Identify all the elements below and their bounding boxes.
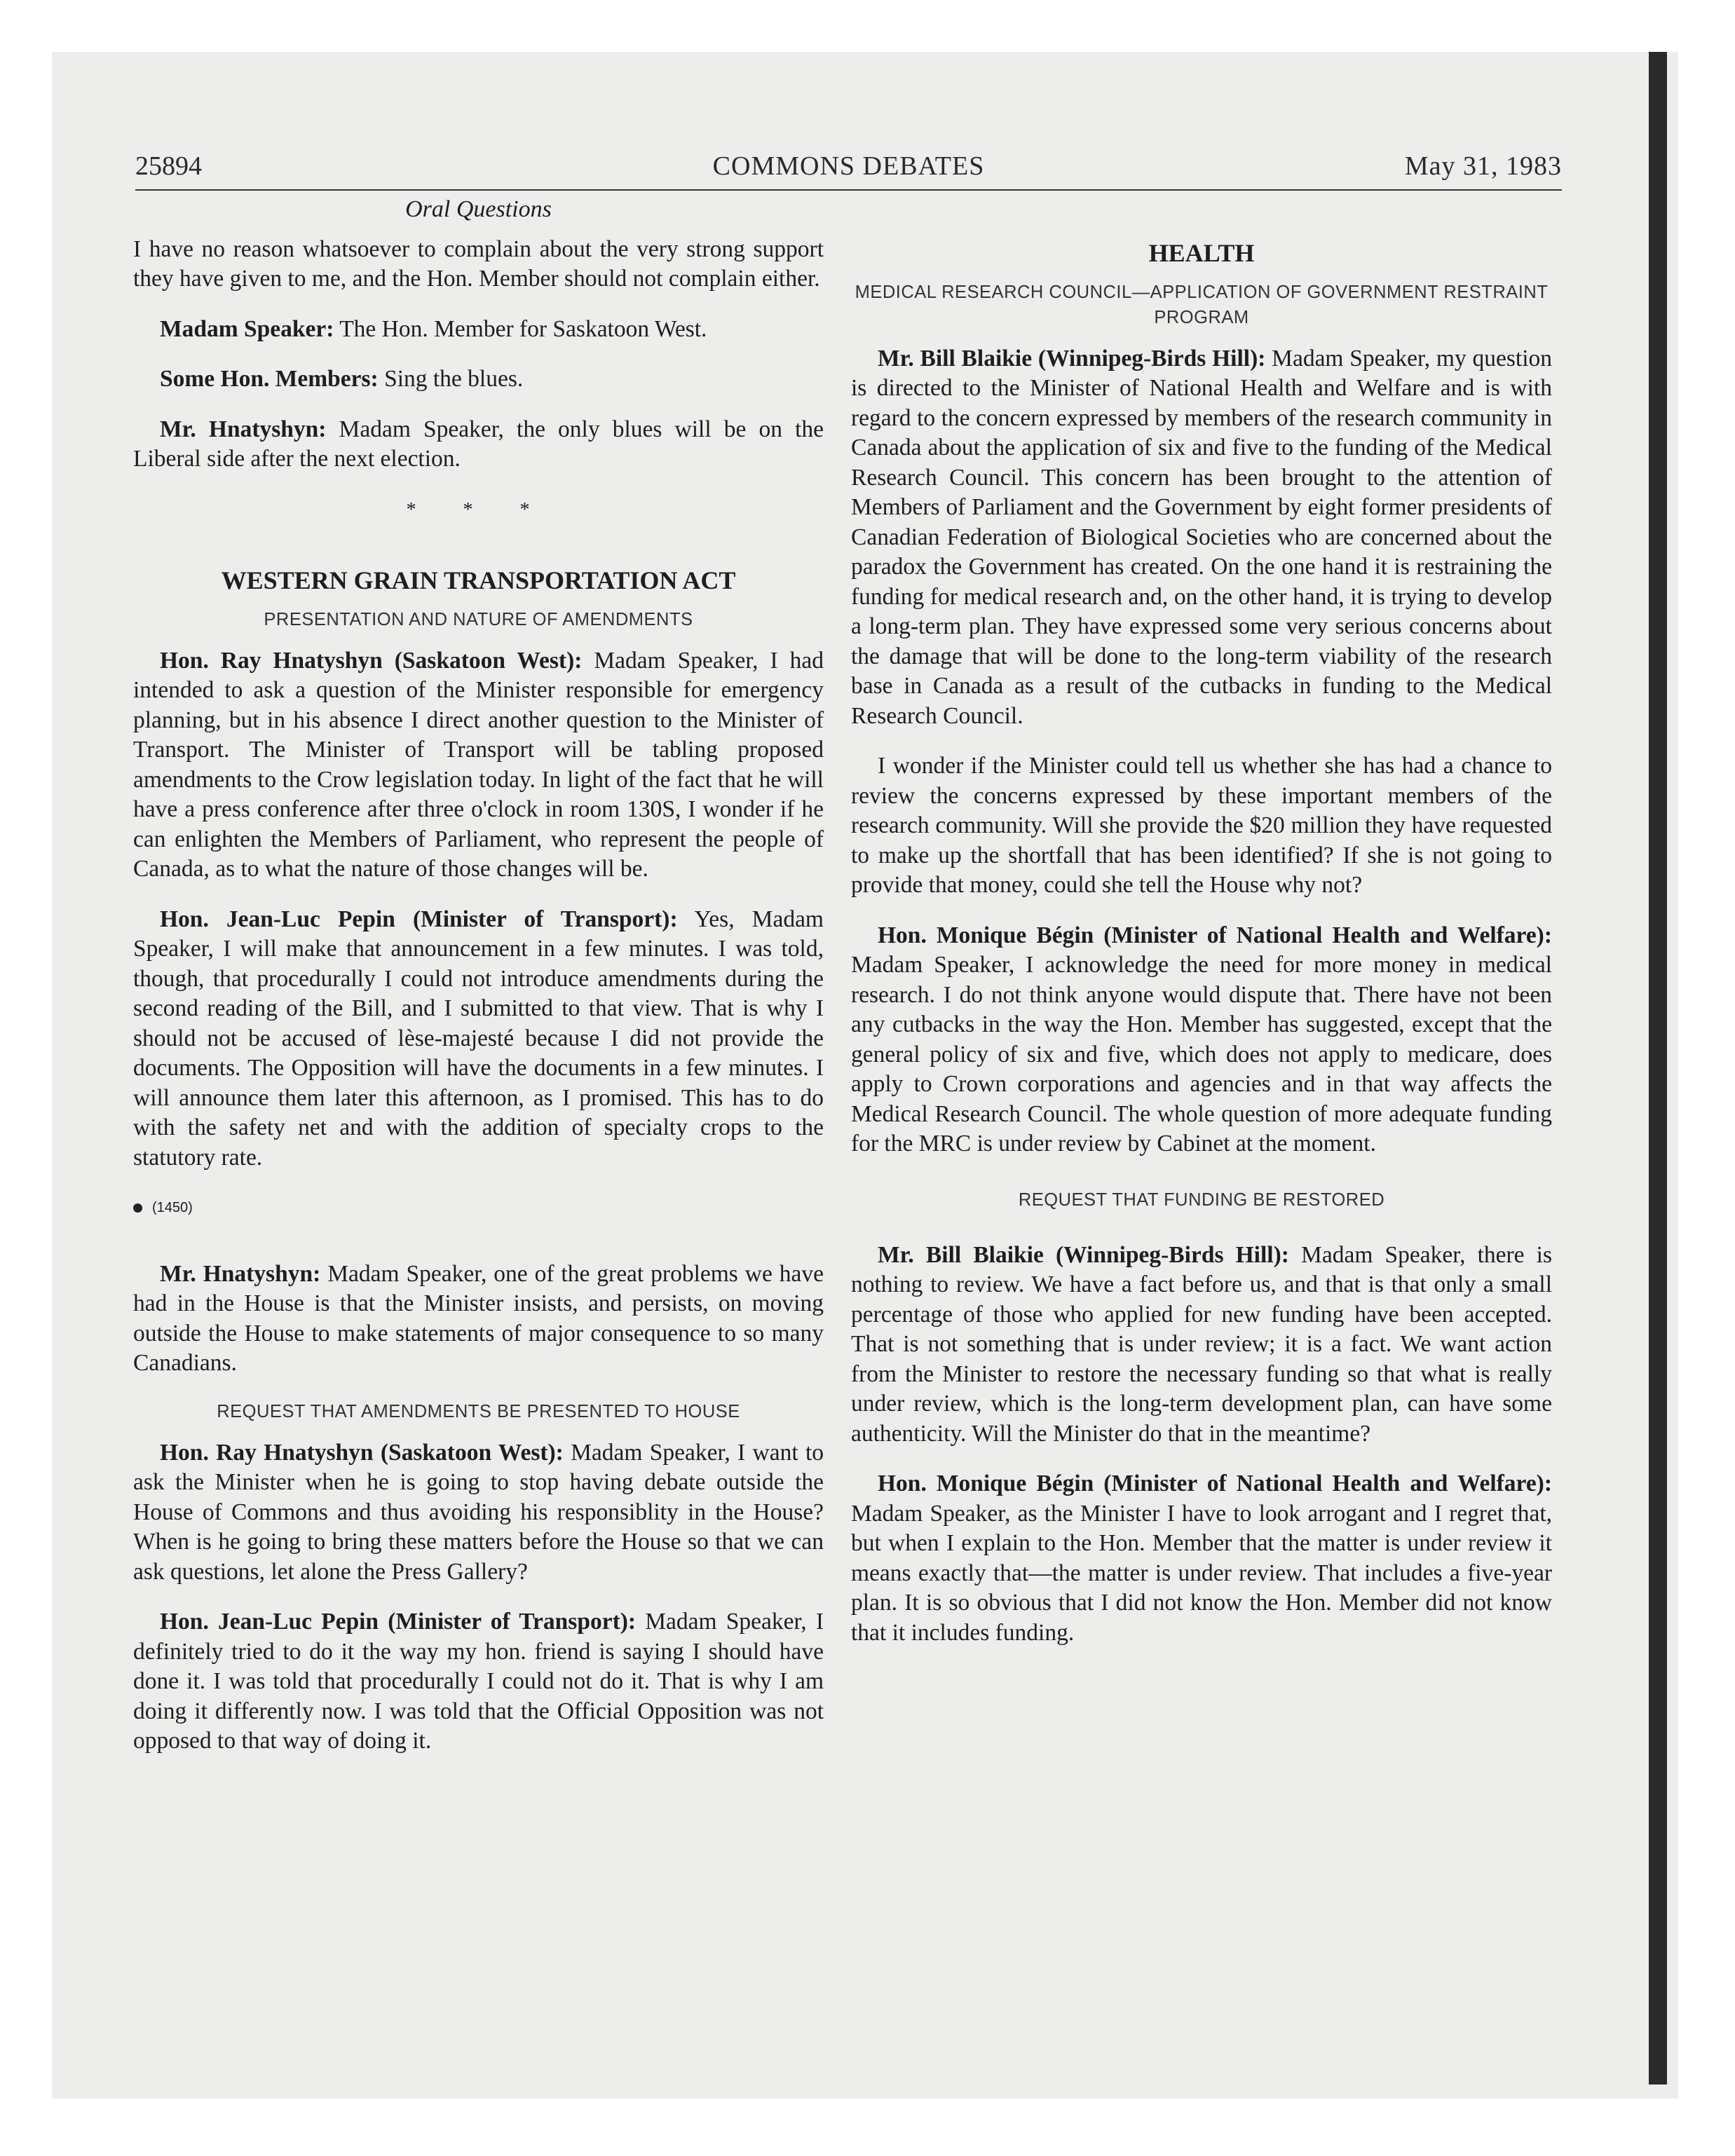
time-marker (133, 1193, 824, 1223)
paragraph (133, 415, 824, 475)
paragraph: I have no reason whatsoever to complain about the very strong support they have given to me, and the Hon. Member should not complain either. (133, 236, 824, 292)
page-header (135, 149, 1562, 191)
speech-text: Madam Speaker, I definitely tried to do it the way my hon. friend is saying I should have done it. I was told that procedurally I could not do it. That is why I am doing it differently now. I was told that the Official Opposition was not opposed to that way of doing it. (133, 1609, 824, 1754)
right-column (851, 238, 1552, 1668)
left-column (133, 195, 824, 1777)
paragraph (133, 1607, 824, 1756)
speaker-name: Mr. Hnatyshyn: (160, 416, 327, 442)
subheading: PRESENTATION AND NATURE OF AMENDMENTS (264, 609, 693, 629)
speech-text: Madam Speaker, I acknowledge the need for more money in medical research. I do not think anyone would dispute that. There have not been any cutbacks in the way the Hon. Member has suggested, except that the general policy of six and five, which does not apply to medicare, does apply to Crown corporations and agencies and in that way affects the Medical Research Council. The whole question of more adequate funding for the MRC is under review by Cabinet at the moment. (851, 952, 1552, 1157)
subheading: MEDICAL RESEARCH COUNCIL—APPLICATION OF GOVERNMENT RESTRAINT PROGRAM (855, 282, 1549, 327)
paragraph (851, 344, 1552, 732)
section-heading: HEALTH (1148, 239, 1255, 267)
page-number: 25894 (135, 151, 202, 181)
speech-text: Madam Speaker, the only blues will be on the Liberal side after the next election. (133, 416, 824, 472)
speech-text: Madam Speaker, I had intended to ask a question of the Minister responsible for emergency planning, but in his absence I direct another question to the Minister of Transport. The Minister of Transport will be tabling proposed amendments to the Crow legislation today. In light of the fact that he will have a press conference after three o'clock in room 130S, I wonder if he can enlighten the Members of Parliament, who represent the people of Canada, as to what the nature of those changes will be. (133, 647, 824, 882)
speaker-name: Hon. Monique Bégin (Minister of National Health and Welfare): (878, 1471, 1552, 1496)
speaker-name: Hon. Ray Hnatyshyn (Saskatoon West): (160, 1439, 564, 1466)
bullet-icon (133, 1203, 142, 1213)
speaker-name: Hon. Jean-Luc Pepin (Minister of Transport): (160, 1609, 637, 1635)
speaker-name: Hon. Ray Hnatyshyn (Saskatoon West): (160, 647, 583, 674)
paragraph (133, 646, 824, 885)
speaker-name: Mr. Bill Blaikie (Winnipeg-Birds Hill): (878, 345, 1266, 371)
time-marker-label: (1450) (152, 1200, 193, 1215)
section-separator: * * * (406, 498, 551, 521)
speech-text: Madam Speaker, as the Minister I have to look arrogant and I regret that, but when I explain to the Hon. Member that the matter is under review it means exactly that—the matter is under review. That includes a five-year plan. It is so obvious that I did not know the Hon. Member did not know that it includes funding. (851, 1500, 1552, 1646)
speaker-name: Mr. Bill Blaikie (Winnipeg-Birds Hill): (878, 1241, 1289, 1268)
paragraph (133, 1438, 824, 1588)
speech-text: Madam Speaker, my question is directed to the Minister of National Health and Welfare and is with regard to the concern expressed by members of the research community in Canada about the application of six and five to the funding of the Medical Research Council. This concern has been brought to the attention of Members of Parliament and the Government by eight former presidents of Canadian Federation of Biological Societies who are concerned about the paradox the Government has created. On the one hand it is restraining the funding for medical research and, on the other hand, it is trying to develop a long-term plan. They have expressed some very serious concerns about the damage that will be done to the long-term viability of the research base in Canada as a result of the cutbacks in funding to the Medical Research Council. (851, 345, 1553, 729)
speaker-name: Hon. Jean-Luc Pepin (Minister of Transport): (160, 906, 678, 932)
speaker-name: Madam Speaker: (160, 315, 334, 342)
speech-text: Madam Speaker, one of the great problems we have had in the House is that the Minister insists, and persists, on moving outside the House to make statements of major consequence to so many Canadians. (133, 1260, 824, 1376)
speech-text: Sing the blues. (378, 366, 524, 392)
speech-text: Madam Speaker, I want to ask the Minister when he is going to stop having debate outside the House of Commons and thus avoiding his responsiblity in the House? When is he going to bring these matters before the House so that we can ask questions, let alone the Press Gallery? (133, 1439, 824, 1585)
paragraph (133, 364, 824, 395)
speaker-name: Hon. Monique Bégin (Minister of National Health and Welfare): (878, 922, 1552, 948)
section-rubric: Oral Questions (405, 196, 552, 222)
speech-text: The Hon. Member for Saskatoon West. (334, 315, 707, 342)
paragraph: I wonder if the Minister could tell us whether she has had a chance to review the concerns expressed by these important members of the research community. Will she provide the $20 million they have requested to make up the shortfall that has been identified? If she is not going to provide that money, could she tell the House why not? (851, 753, 1552, 898)
paragraph (851, 1469, 1552, 1648)
subheading: REQUEST THAT AMENDMENTS BE PRESENTED TO HOUSE (217, 1401, 740, 1421)
speech-text: Madam Speaker, there is nothing to review. We have a fact before us, and that is that only a small percentage of those who applied for new funding have been accepted. That is not something that is under review; it is a fact. We want action from the Minister to restore the necessary funding so that what is really under review, which is the long-term development plan, can have some authenticity. Will the Minister do that in the meantime? (851, 1241, 1552, 1447)
publication-title: COMMONS DEBATES (712, 151, 985, 181)
paragraph (851, 1241, 1552, 1449)
paragraph (851, 921, 1552, 1159)
paragraph (133, 315, 824, 345)
paragraph (133, 1260, 824, 1379)
section-heading: WESTERN GRAIN TRANSPORTATION ACT (221, 566, 736, 594)
speaker-name: Some Hon. Members: (160, 366, 379, 392)
speaker-name: Mr. Hnatyshyn: (160, 1260, 321, 1287)
scan-edge-shadow (1649, 52, 1667, 2085)
speech-text: Yes, Madam Speaker, I will make that announcement in a few minutes. I was told, though, that procedurally I could not introduce amendments during the second reading of the Bill, and I submitted to that view. That is why I should not be accused of lèse-majesté because I did not provide the documents. The Opposition will have the documents in a few minutes. I will announce them later this afternoon, as I promised. This has to do with the safety net and with the addition of specialty crops to the statutory rate. (133, 906, 824, 1171)
publication-date: May 31, 1983 (1404, 151, 1562, 181)
paragraph (133, 905, 824, 1173)
subheading: REQUEST THAT FUNDING BE RESTORED (1018, 1189, 1385, 1210)
